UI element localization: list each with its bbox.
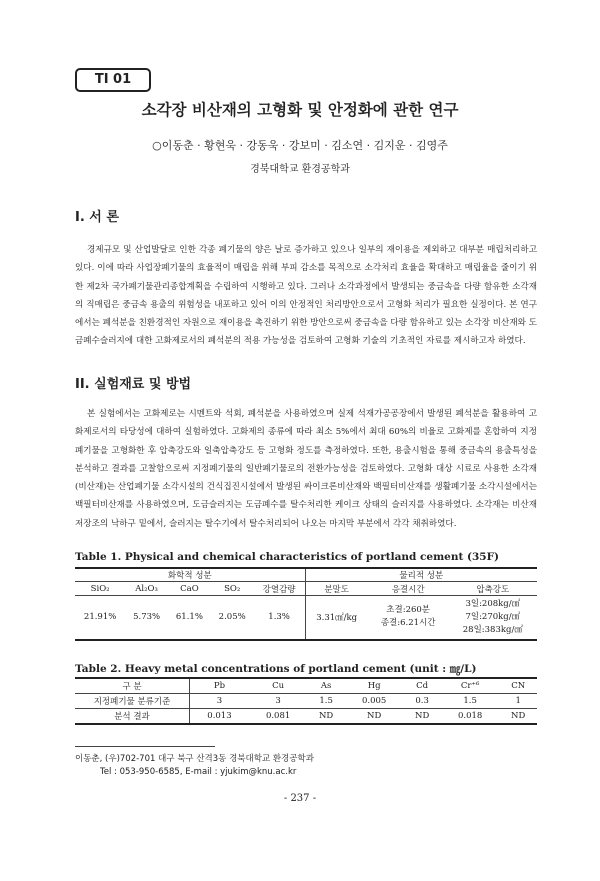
table1-cell: 2.05% — [211, 596, 254, 640]
table1-group-chemical: 화학적 성분 — [75, 568, 305, 582]
table1-cell: 21.91% — [75, 596, 125, 640]
table1-strength-28d: 28일:383kg/㎠ — [462, 624, 523, 635]
table2-header: Pb — [190, 678, 249, 694]
table1-setting-time — [368, 596, 449, 640]
table2-header: CN — [499, 678, 537, 694]
introduction-paragraph: 경제규모 및 산업발달로 인한 각종 폐기물의 양은 날로 증가하고 있으나 일부의 재이용을 제외하고 대부분 매립처리하고 있다. 이에 따라 사업장폐기물의 효율적이 매립을 위해 부피 감소를 목적으로 소각처리 효율을 확대하고 매립율을 줄이기 위한 제2차 국가폐기물관리종합계획을 수립하여 시행하고 있다. 그러나 소각과정에서 발생되는 중금속을 다량 함유한 소각재의 직매립은 중금속 용출의 위험성을 내포하고 있어 이의 안정적인 처리방안으로서 고형화 처리가 필요한 실정이다. 본 연구에서는 폐석분을 친환경적인 자원으로 재이용을 촉진하기 위한 방안으로써 중금속을 다량 함유하고 있는 소각장 비산재와 도금폐수슬러지에 대한 고화제로서의 폐석분의 적용 가능성을 검토하여 고형화 기술의 기초적인 자료를 제시하고자 하였다. — [75, 245, 537, 347]
footnote-divider — [75, 746, 215, 747]
section-heading-introduction: I. 서 론 — [75, 210, 119, 225]
table2-cell: 0.081 — [249, 709, 307, 725]
author-list: ○이동춘 · 황현욱 · 강동욱 · 강보미 · 김소연 · 김지운 · 김영주 — [152, 139, 448, 152]
table1-setting-final: 종결:6.21시간 — [380, 618, 436, 629]
table1-header: SiO₂ — [75, 582, 125, 596]
table2-cell: ND — [307, 709, 345, 725]
table1-cell: 1.3% — [254, 596, 306, 640]
table1-group-physical: 물리적 성분 — [305, 568, 537, 582]
table2-cell: 1.5 — [307, 694, 345, 709]
table2-cell: ND — [403, 709, 441, 725]
table2-cell: 1 — [499, 694, 537, 709]
table1-header: CaO — [168, 582, 211, 596]
table2-row-label: 분석 결과 — [75, 709, 190, 725]
table2-header: Cr⁺⁶ — [441, 678, 499, 694]
table1-strength — [449, 596, 537, 640]
table1-header: 응결시간 — [368, 582, 449, 596]
table1-header: SO₂ — [211, 582, 254, 596]
table2-cell: 3 — [190, 694, 249, 709]
table2-cell: 0.018 — [441, 709, 499, 725]
table2-header: Cd — [403, 678, 441, 694]
footnote-address: 이동춘, (우)702-701 대구 북구 산격3동 경북대학교 환경공학과 — [75, 754, 314, 764]
table2-header: As — [307, 678, 345, 694]
table2-cell: 1.5 — [441, 694, 499, 709]
page-number: - 237 - — [283, 793, 317, 804]
methods-paragraph: 본 실험에서는 고화제로는 시멘트와 석회, 폐석분을 사용하였으며 실제 석재가공공장에서 발생된 폐석분을 활용하여 고화제로서의 타당성에 대하여 실험하였다. 고화제의 종류에 따라 최소 5%에서 최대 60%의 비율로 고화제를 혼합하여 지정폐기물을 고형화한 후 압축강도와 일축압축강도 등 고형화 정도를 측정하였다. 또한, 용출시험을 통해 중금속의 용출특성을 분석하고 결과를 고찰함으로써 지정폐기물의 일반폐기물로의 전환가능성을 검토하였다. 고형화 대상 시료로 사용한 소각재(비산재)는 산업폐기물 소각시설의 건식집진시설에서 발생된 싸이크론비산재와 백필터비산재를 생활폐기물 소각시설에서는 백필터비산재를 사용하였으며, 도금슬러지는 도금폐수를 탈수처리한 케이크 상태의 슬러지를 사용하였다. 소각재는 비산재 저장조의 낙하구 밑에서, 슬러지는 탈수기에서 탈수처리되어 나오는 마지막 부분에서 각각 채취하였다. — [75, 409, 537, 529]
table1-header: Al₂O₃ — [125, 582, 168, 596]
cement-characteristics-table — [75, 567, 537, 641]
table1-cell: 3.31㎠/kg — [305, 596, 368, 640]
table1-caption: Table 1. Physical and chemical characteristics of portland cement (35F) — [75, 551, 500, 563]
table2-cell: ND — [345, 709, 403, 725]
heavy-metal-table — [75, 677, 537, 725]
table1-header: 분말도 — [305, 582, 368, 596]
table1-cell: 61.1% — [168, 596, 211, 640]
table1-header: 압축강도 — [449, 582, 537, 596]
section-heading-methods: II. 실험재료 및 방법 — [75, 377, 192, 392]
table2-cell: 3 — [249, 694, 307, 709]
table2-header: 구 분 — [75, 678, 190, 694]
table2-cell: ND — [499, 709, 537, 725]
table1-cell: 5.73% — [125, 596, 168, 640]
table1-setting-initial: 초결:260분 — [386, 605, 431, 616]
table2-row-label: 지정폐기물 분류기준 — [75, 694, 190, 709]
table2-caption: Table 2. Heavy metal concentrations of portland cement (unit : ㎎/L) — [75, 663, 477, 675]
table1-header: 강열감량 — [254, 582, 306, 596]
table1-strength-7d: 7일:270kg/㎠ — [465, 611, 521, 622]
paper-title: 소각장 비산재의 고형화 및 안정화에 관한 연구 — [141, 101, 459, 119]
footnote-contact: Tel : 053-950-6585, E-mail : yjukim@knu.ac.kr — [100, 767, 297, 777]
table1-strength-3d: 3일:208kg/㎠ — [465, 598, 521, 609]
table2-header: Hg — [345, 678, 403, 694]
table2-cell: 0.3 — [403, 694, 441, 709]
table2-cell: 0.005 — [345, 694, 403, 709]
table2-cell: 0.013 — [190, 709, 249, 725]
affiliation: 경북대학교 환경공학과 — [250, 164, 350, 175]
table2-header: Cu — [249, 678, 307, 694]
session-tag: TI 01 — [75, 68, 151, 92]
